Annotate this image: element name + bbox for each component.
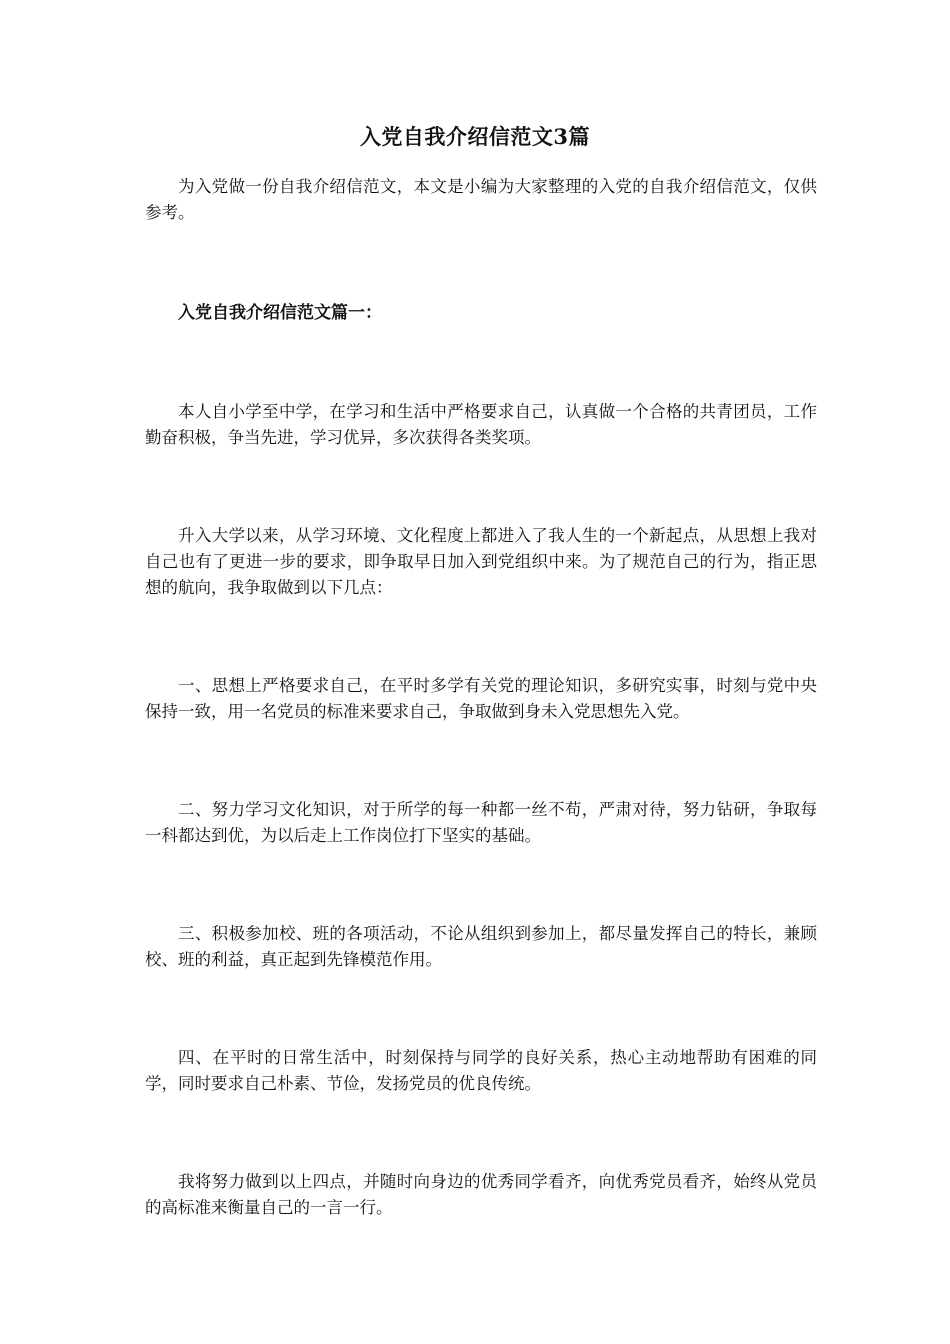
body-paragraph-7: 我将努力做到以上四点，并随时向身边的优秀同学看齐，向优秀党员看齐，始终从党员的高标准来衡量自己的一言一行。 <box>145 1172 817 1217</box>
body-paragraph-4: 二、努力学习文化知识，对于所学的每一种都一丝不苟，严肃对待，努力钻研，争取每一科都达到优，为以后走上工作岗位打下坚实的基础。 <box>145 800 817 845</box>
body-paragraph-6: 四、在平时的日常生活中，时刻保持与同学的良好关系，热心主动地帮助有困难的同学，同时要求自己朴素、节俭，发扬党员的优良传统。 <box>145 1048 817 1093</box>
document-title: 入党自我介绍信范文3篇 <box>359 124 591 149</box>
intro-paragraph: 为入党做一份自我介绍信范文，本文是小编为大家整理的入党的自我介绍信范文，仅供参考。 <box>145 177 817 222</box>
body-paragraph-5: 三、积极参加校、班的各项活动，不论从组织到参加上，都尽量发挥自己的特长，兼顾校、班的利益，真正起到先锋模范作用。 <box>145 924 817 969</box>
body-paragraph-2: 升入大学以来，从学习环境、文化程度上都进入了我人生的一个新起点，从思想上我对自己也有了更进一步的要求，即争取早日加入到党组织中来。为了规范自己的行为，指正思想的航向，我争取做到以下几点： <box>145 526 817 597</box>
body-paragraph-3: 一、思想上严格要求自己，在平时多学有关党的理论知识，多研究实事，时刻与党中央保持一致，用一名党员的标准来要求自己，争取做到身未入党思想先入党。 <box>145 676 817 721</box>
body-paragraph-1: 本人自小学至中学，在学习和生活中严格要求自己，认真做一个合格的共青团员，工作勤奋积极，争当先进，学习优异，多次获得各类奖项。 <box>145 402 817 447</box>
section-heading: 入党自我介绍信范文篇一： <box>178 303 382 323</box>
